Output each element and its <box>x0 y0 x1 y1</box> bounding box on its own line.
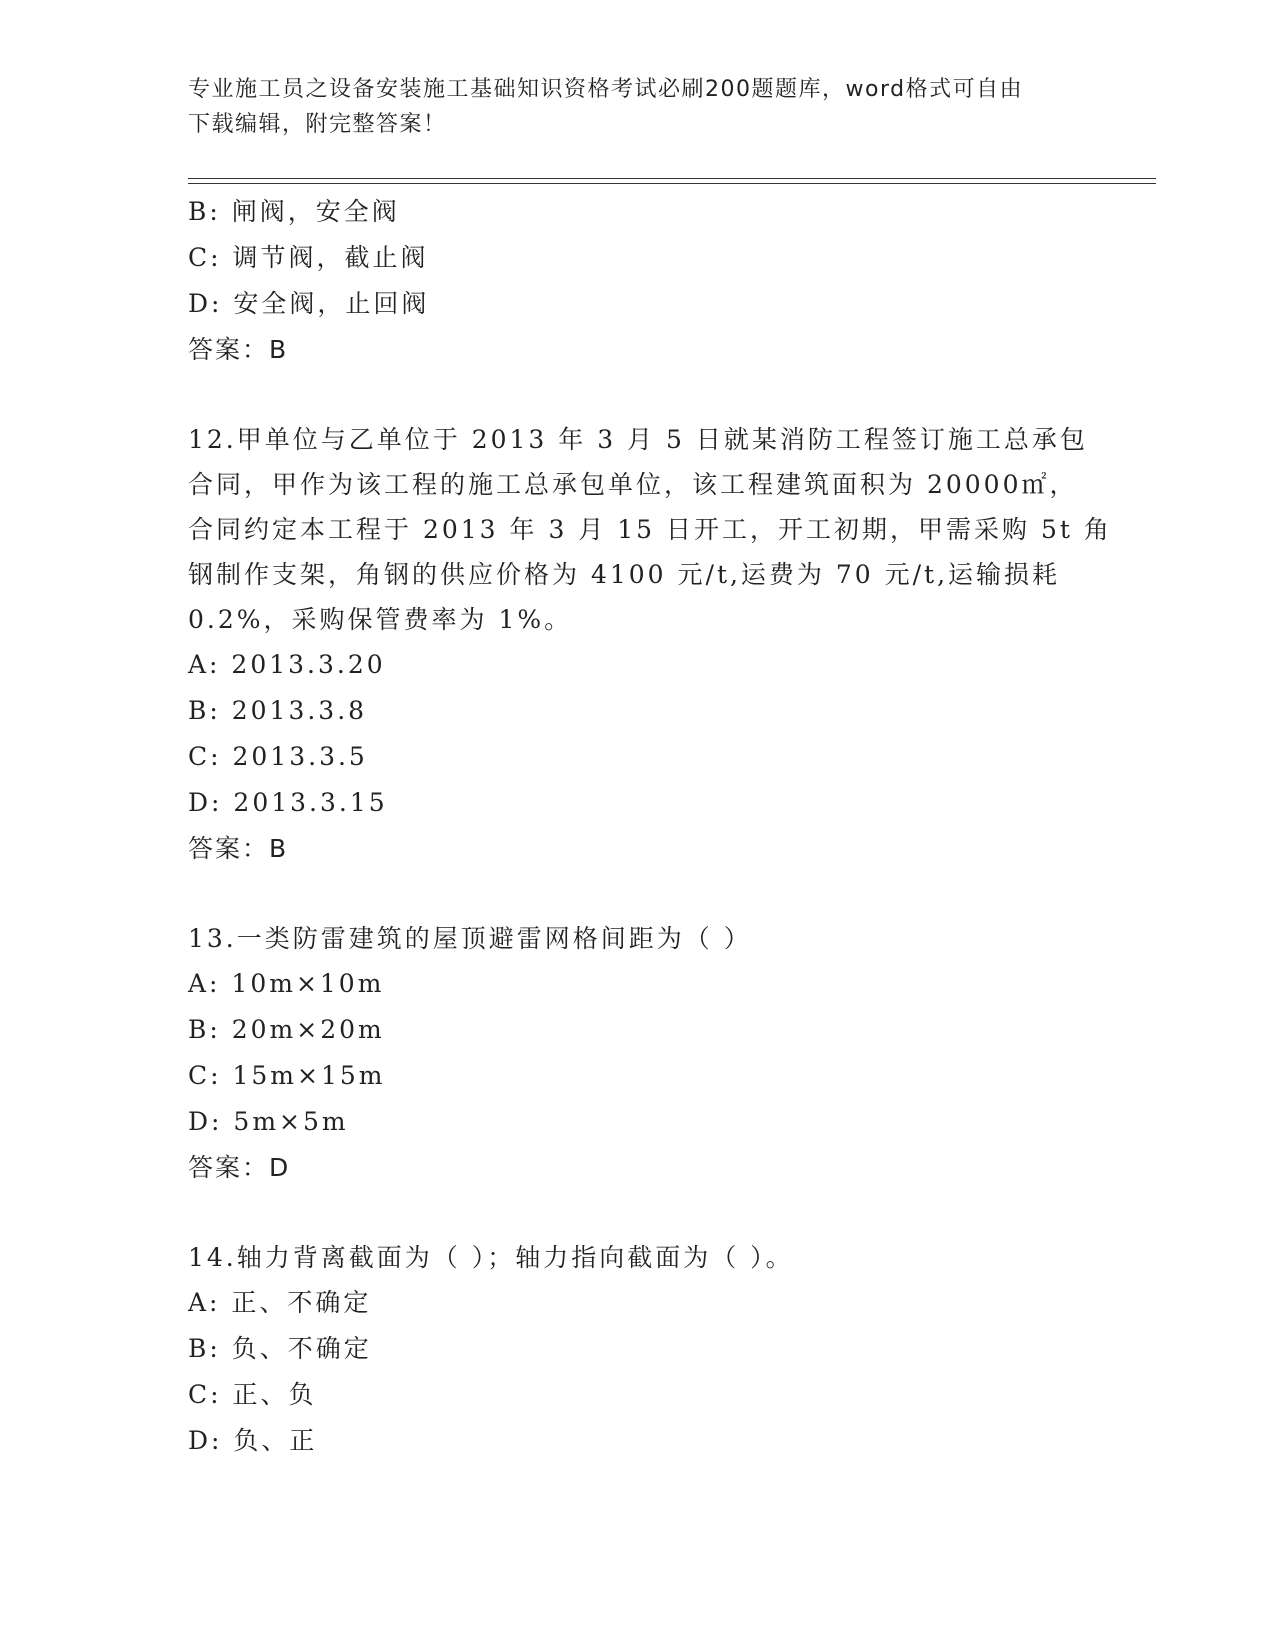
question-12-block <box>188 417 1112 872</box>
option-c: C: 15m×15m <box>188 1061 386 1090</box>
answer-label: 答案：D <box>188 1153 291 1182</box>
option-c: C: 正、负 <box>188 1380 317 1409</box>
option-d: D: 5m×5m <box>188 1107 349 1136</box>
option-c: C: 2013.3.5 <box>188 742 368 771</box>
question-text-line: 12.甲单位与乙单位于 2013 年 3 月 5 日就某消防工程签订施工总承包 <box>188 425 1088 454</box>
question-text-line: 0.2%，采购保管费率为 1%。 <box>188 605 573 634</box>
header-line-2: 下载编辑，附完整答案！ <box>188 112 447 137</box>
option-b: B: 负、不确定 <box>188 1334 372 1363</box>
option-a: A: 正、不确定 <box>188 1288 372 1317</box>
option-d: D: 安全阀，止回阀 <box>188 289 430 318</box>
option-d: D: 负、正 <box>188 1426 318 1455</box>
header-line-1: 专业施工员之设备安装施工基础知识资格考试必刷200题题库，word格式可自由 <box>188 77 1024 102</box>
question-text-line: 合同约定本工程于 2013 年 3 月 15 日开工，开工初期，甲需采购 5t 角 <box>188 515 1112 544</box>
document-header <box>188 72 1078 142</box>
option-c: C: 调节阀，截止阀 <box>188 243 429 272</box>
header-divider-bottom <box>188 183 1156 184</box>
document-body <box>188 189 1112 1464</box>
question-14-block <box>188 1235 1088 1464</box>
question-13-block <box>188 916 1088 1191</box>
question-text: 13.一类防雷建筑的屋顶避雷网格间距为（ ） <box>188 924 752 953</box>
answer-label: 答案：B <box>188 834 289 863</box>
answer-label: 答案：B <box>188 335 289 364</box>
question-text-line: 合同，甲作为该工程的施工总承包单位，该工程建筑面积为 20000㎡， <box>188 470 1078 499</box>
option-b: B: 2013.3.8 <box>188 696 368 725</box>
question-11-block <box>188 189 1088 373</box>
option-b: B: 20m×20m <box>188 1015 385 1044</box>
question-text-line: 钢制作支架，角钢的供应价格为 4100 元/t,运费为 70 元/t,运输损耗 <box>188 560 1061 589</box>
option-a: A: 2013.3.20 <box>188 650 386 679</box>
option-d: D: 2013.3.15 <box>188 788 388 817</box>
option-a: A: 10m×10m <box>188 969 385 998</box>
question-text: 14.轴力背离截面为（ ）；轴力指向截面为（ ）。 <box>188 1243 794 1272</box>
option-b: B: 闸阀，安全阀 <box>188 197 400 226</box>
header-divider-top <box>188 178 1156 179</box>
